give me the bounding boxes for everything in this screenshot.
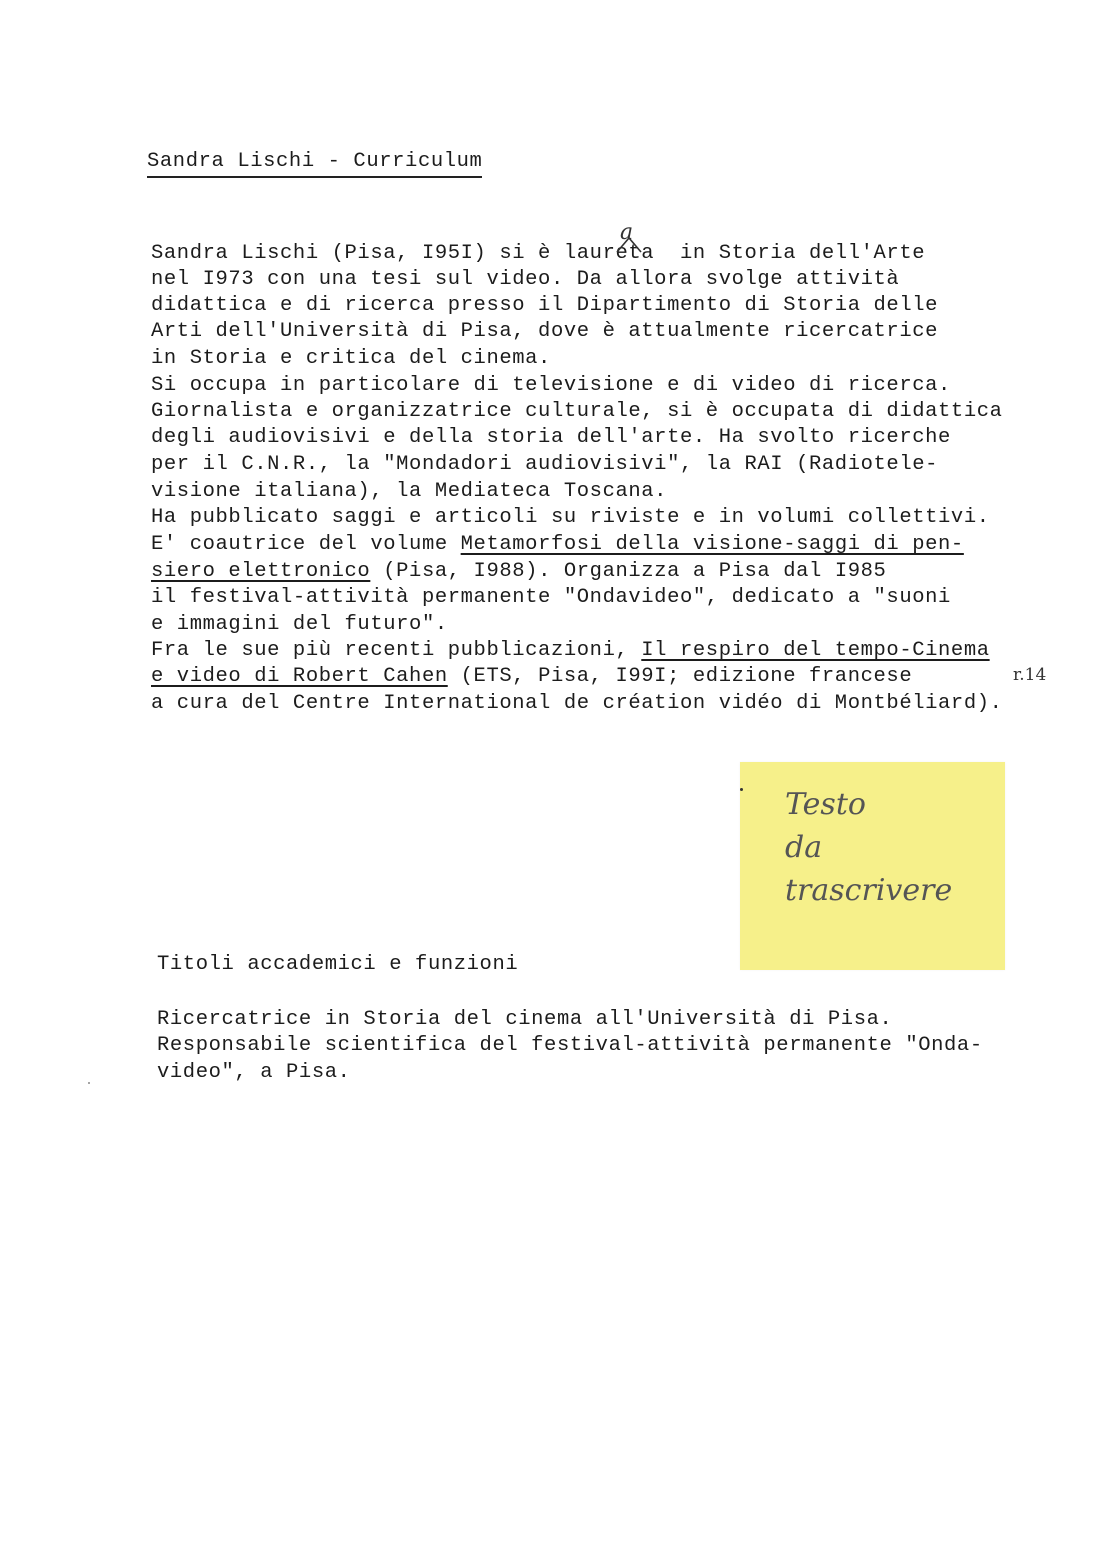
text-line: per il C.N.R., la "Mondadori audiovisivi", la RAI (Radiotele- (151, 453, 939, 476)
document-title: Sandra Lischi - Curriculum (147, 150, 482, 178)
sticky-note-line: da (785, 830, 823, 865)
text-line: nel I973 con una tesi sul video. Da allora svolge attività (151, 268, 900, 291)
text-line: in Storia e critica del cinema. (151, 347, 551, 370)
sticky-note-line: trascrivere (785, 873, 953, 908)
text-line: didattica e di ricerca presso il Dipartimento di Storia delle (151, 294, 939, 317)
book-title-underlined: siero elettronico (151, 560, 371, 583)
text-line: Arti dell'Università di Pisa, dove è attualmente ricercatrice (151, 320, 939, 343)
text-segment: Fra le sue più recenti pubblicazioni, (151, 639, 642, 662)
text-line: il festival-attività permanente "Ondavideo", dedicato a "suoni (151, 586, 951, 609)
text-line: Responsabile scientifica del festival-attività permanente "Onda- (157, 1034, 983, 1057)
text-line (151, 664, 912, 690)
handwritten-insert-letter: a (620, 220, 634, 245)
handwritten-margin-note: r.14 (1013, 665, 1047, 685)
sticky-note-line: Testo (785, 787, 866, 822)
book-title-underlined: Il respiro del tempo-Cinema (641, 639, 990, 662)
book-title-underlined: Metamorfosi della visione-saggi di pen- (460, 533, 964, 556)
text-line: video", a Pisa. (157, 1061, 351, 1084)
text-line: visione italiana), la Mediateca Toscana. (151, 480, 668, 503)
text-line (151, 559, 886, 585)
text-line: Sandra Lischi (Pisa, I95I) si è laureta in Storia dell'Arte (151, 242, 926, 265)
pen-dot (740, 788, 743, 791)
text-line (151, 638, 990, 664)
text-line: Ricercatrice in Storia del cinema all'Università di Pisa. (157, 1008, 893, 1031)
book-title-underlined: e video di Robert Cahen (151, 665, 448, 688)
text-segment: (ETS, Pisa, I99I; edizione francese (447, 665, 913, 688)
text-line: a cura del Centre International de création vidéo di Montbéliard). (151, 692, 1003, 715)
sticky-note (740, 762, 1005, 970)
text-line: Giornalista e organizzatrice culturale, si è occupata di didattica (151, 400, 1003, 423)
section-heading: Titoli accademici e funzioni (157, 953, 519, 976)
text-segment: (Pisa, I988). Organizza a Pisa dal I985 (370, 560, 887, 583)
text-line: Ha pubblicato saggi e articoli su riviste e in volumi collettivi. (151, 506, 990, 529)
text-line: e immagini del futuro". (151, 613, 448, 636)
text-line: Si occupa in particolare di televisione e di video di ricerca. (151, 374, 951, 397)
text-segment: E' coautrice del volume (151, 533, 461, 556)
text-line: degli audiovisivi e della storia dell'arte. Ha svolto ricerche (151, 426, 951, 449)
speck (88, 1082, 90, 1084)
text-line (151, 532, 964, 558)
